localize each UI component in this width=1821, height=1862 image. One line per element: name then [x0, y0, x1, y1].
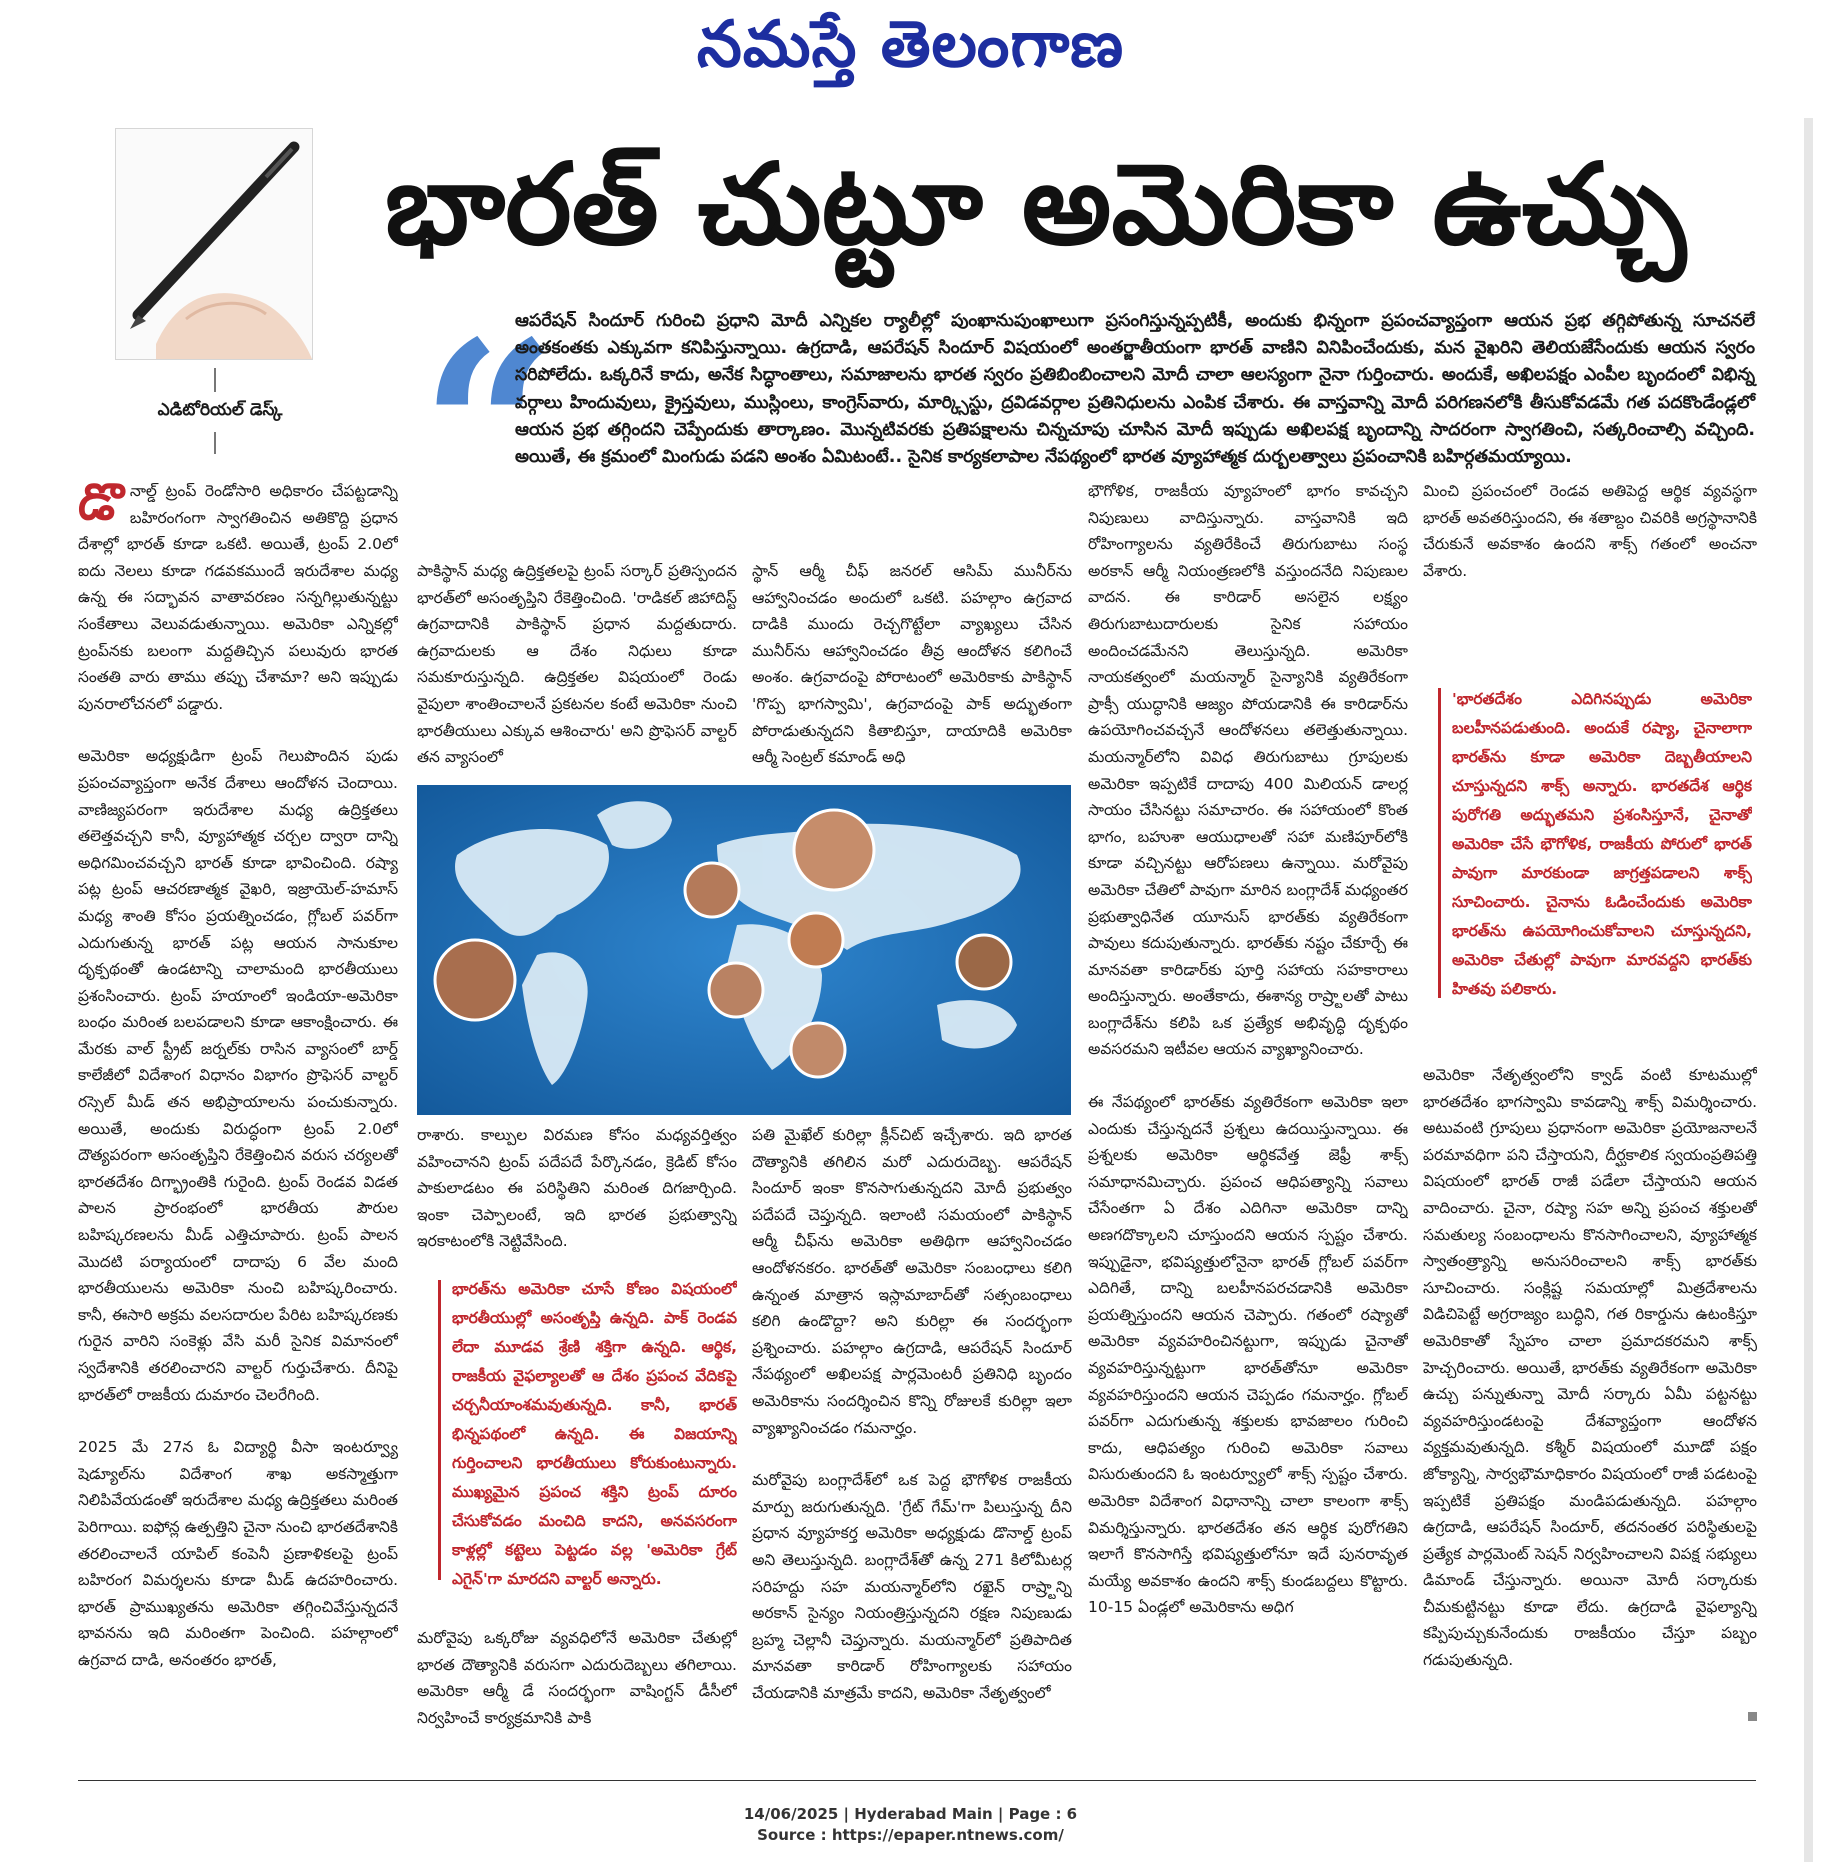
- column-4: [1088, 478, 1408, 1780]
- article-paragraph: భౌగోళిక, రాజకీయ వ్యూహంలో భాగం కావచ్చని నిపుణులు వాదిస్తున్నారు. వాస్తవానికి ఇది రోహింగ్యాలను వ్యతిరేకించే తిరుగుబాటు సంస్థ అరకాన్‌ ఆర్మీ నియంత్రణలోకి వస్తుందనేది నిపుణుల వాదన. ఈ కారిడార్‌ అసలైన లక్ష్యం తిరుగుబాటుదారులకు సైనిక సహాయం అందించడమేనని తెలుస్తున్నది. అమెరికా నాయకత్వంలో మయన్మార్‌ సైన్యానికి వ్యతిరేకంగా ప్రాక్సీ యుద్ధానికి ఆజ్యం పోయడానికి ఈ కారిడార్‌ను ఉపయోగించవచ్చనే ఆందోళనలు తలెత్తుతున్నాయి. మయన్మార్‌లోని వివిధ తిరుగుబాటు గ్రూపులకు అమెరికా ఇప్పటికే దాదాపు 400 మిలియన్‌ డాలర్ల సాయం చేసినట్టు సమాచారం. ఈ సహాయంలో కొంత భాగం, బహుశా ఆయుధాలతో సహా మణిపూర్‌లోకి కూడా వచ్చినట్టు ఆరోపణలు ఉన్నాయి. మరోవైపు అమెరికా చేతిలో పావుగా మారిన బంగ్లాదేశ్‌ మధ్యంతర ప్రభుత్వాధినేత యూనుస్‌ భారత్‌కు వ్యతిరేకంగా పావులు కదుపుతున్నారు. భారత్‌కు నష్టం చేకూర్చే ఈ మానవతా కారిడార్‌కు పూర్తి సహాయ సహకారాలు అందిస్తున్నారు. అంతేకాదు, ఈశాన్య రాష్ర్టాలతో పాటు బంగ్లాదేశ్‌ను కలిపి ఒక ప్రత్యేక అభివృద్ధి దృక్పథం అవసరమని ఇటీవల ఆయన వ్యాఖ్యానించారు.: [1088, 482, 1408, 1059]
- article-paragraph: ఈ నేపథ్యంలో భారత్‌కు వ్యతిరేకంగా అమెరికా ఇలా ఎందుకు చేస్తున్నదనే ప్రశ్నలు ఉదయిస్తున్నాయి. ఈ ప్రశ్నలకు అమెరికా ఆర్థికవేత్త జెఫ్రీ శాక్స్‌ సమాధానమిచ్చారు. ప్రపంచ ఆధిపత్యాన్ని సవాలు చేసేంతగా ఏ దేశం ఎదిగినా అమెరికా దాన్ని అణగదొక్కాలని చూస్తుందని ఆయన స్పష్టం చేశారు. ఇప్పుడైనా, భవిష్యత్తులోనైనా భారత్‌ గ్లోబల్‌ పవర్‌గా ఎదిగితే, దాన్ని బలహీనపరచడానికి అమెరికా ప్రయత్నిస్తుందని ఆయన చెప్పారు. గతంలో రష్యాతో అమెరికా వ్యవహరించినట్టుగా, ఇప్పుడు చైనాతో వ్యవహరిస్తున్నట్టుగా భారత్‌తోనూ అమెరికా వ్యవహరిస్తుందని ఆయన చెప్పడం గమనార్హం. గ్లోబల్‌ పవర్‌గా ఎదుగుతున్న శక్తులకు భావజాలం గురించి కాదు, ఆధిపత్యం గురించి అమెరికా సవాలు విసురుతుందని ఓ ఇంటర్వ్యూలో శాక్స్‌ స్పష్టం చేశారు. అమెరికా విదేశాంగ విధానాన్ని చాలా కాలంగా శాక్స్‌ విమర్శిస్తున్నారు. భారతదేశం తన ఆర్థిక పురోగతిని ఇలాగే కొనసాగిస్తే భవిష్యత్తులోనూ ఇదే పునరావృత మయ్యే అవకాశం ఉందని శాక్స్‌ కుండబద్దలు కొట్టారు. 10-15 ఏండ్లలో అమెరికాను అధిగ: [1088, 1093, 1408, 1617]
- world-map-photo: [417, 785, 1071, 1115]
- dropcap: డొ: [78, 478, 124, 531]
- headline: భారత్‌ చుట్టూ అమెరికా ఉచ్చు: [385, 139, 1687, 270]
- callout-1-bar: [438, 1280, 441, 1580]
- byline-divider-bottom: [214, 432, 216, 454]
- column-5-bottom: అమెరికా నేతృత్వంలోని క్వాడ్‌ వంటి కూటముల్లో భారతదేశం భాగస్వామి కావడాన్ని శాక్స్‌ విమర్శించారు. అటువంటి గ్రూపులు ప్రధానంగా అమెరికా ప్రయోజనాలనే పరమావధిగా పని చేస్తాయని, దీర్ఘకాలిక స్వయంప్రతిపత్తి విషయంలో భారత్‌ రాజీ పడేలా చేస్తాయని ఆయన వాదించారు. చైనా, రష్యా సహ అన్ని ప్రపంచ శక్తులతో సమతుల్య సంబంధాలను కొనసాగించాలని, వ్యూహాత్మక స్వాతంత్ర్యాన్ని అనుసరించాలని శాక్స్‌ భారత్‌కు సూచించారు. సంక్లిష్ట సమయాల్లో మిత్రదేశాలను విడిచిపెట్టే అగ్రరాజ్యం బుద్ధిని, గత రికార్డును ఉటంకిస్తూ అమెరికాతో స్నేహం చాలా ప్రమాదకరమని శాక్స్‌ హెచ్చరించారు. అయితే, భారత్‌కు వ్యతిరేకంగా అమెరికా ఉచ్చు పన్నుతున్నా మోదీ సర్కారు ఏమీ పట్టనట్టు వ్యవహరిస్తుండటంపై దేశవ్యాప్తంగా ఆందోళన వ్యక్తమవుతున్నది. కశ్మీర్‌ విషయంలో మూడో పక్షం జోక్యాన్ని, సార్వభౌమాధికారం విషయంలో రాజీ పడటంపై ఇప్పటికే ప్రతిపక్షం మండిపడుతున్నది. పహల్గాం ఉగ్రదాడి, ఆపరేషన్‌ సిందూర్‌, తదనంతర పరిస్థితులపై ప్రత్యేక పార్లమెంట్‌ సెషన్‌ నిర్వహించాలని విపక్ష సభ్యులు డిమాండ్‌ చేస్తున్నారు. అయినా మోదీ సర్కారుకు చీమకుట్టినట్టు కూడా లేదు. ఉగ్రదాడి వైఫల్యాన్ని కప్పిపుచ్చుకునేందుకు రాజకీయం చేస్తూ పబ్బం గడుపుతున్నది.: [1423, 1066, 1757, 1670]
- footer-rule: [78, 1780, 1756, 1781]
- column-5-top: మించి ప్రపంచంలో రెండవ అతిపెద్ద ఆర్థిక వ్యవస్థగా భారత్‌ అవతరిస్తుందని, ఈ శతాబ్దం చివరికి అగ్రస్థానానికి చేరుకునే అవకాశం ఉందని శాక్స్‌ గతంలో అంచనా వేశారు.: [1423, 482, 1757, 580]
- vertical-scrollbar[interactable]: [1804, 118, 1813, 1862]
- quote-mark-icon: “: [420, 289, 559, 571]
- pull-quote-2: 'భారతదేశం ఎదిగినప్పుడు అమెరికా బలహీనపడుతుంది. అందుకే రష్యా, చైనాలాగా భారత్‌ను కూడా అమెరికా దెబ్బతీయాలని చూస్తున్నదని శాక్స్‌ అన్నారు. భారతదేశ ఆర్థిక పురోగతి అద్భుతమని ప్రశంసిస్తూనే, చైనాతో అమెరికా చేసే భౌగోళిక, రాజకీయ పోరులో భారత్‌ పావుగా మారకుండా జాగ్రత్తపడాలని శాక్స్‌ సూచించారు. చైనాను ఓడించేందుకు అమెరికా భారత్‌ను ఉపయోగించుకోవాలని చూస్తున్నదని, అమెరికా చేతుల్లో పావుగా మారవద్దని భారత్‌కు హితవు పలికారు.: [1452, 690, 1752, 998]
- article-paragraph: మరోవైపు బంగ్లాదేశ్‌లో ఒక పెద్ద భౌగోళిక రాజకీయ మార్పు జరుగుతున్నది. 'గ్రేట్‌ గేమ్‌'గా పిలుస్తున్న దీని ప్రధాన వ్యూహకర్త అమెరికా అధ్యక్షుడు డొనాల్డ్‌ ట్రంప్‌ అని తెలుస్తున్నది. బంగ్లాదేశ్‌తో ఉన్న 271 కిలోమీటర్ల సరిహద్దు సహ మయన్మార్‌లోని రఖైన్‌ రాష్ర్టాన్ని అరకాన్‌ సైన్యం నియంత్రిస్తున్నదని రక్షణ నిపుణుడు బ్రహ్మ చెల్లానీ చెప్తున్నారు. మయన్మార్‌లో ప్రతిపాదిత మానవతా కారిడార్‌ రోహింగ్యాలకు సహాయం చేయడానికి మాత్రమే కాదని, అమెరికా నేతృత్వంలో: [752, 1471, 1072, 1702]
- article-paragraph: పతి మైఖేల్‌ కురిల్లా క్లీన్‌చిట్‌ ఇచ్చేశారు. ఇది భారత దౌత్యానికి తగిలిన మరో ఎదురుదెబ్బ. ఆపరేషన్‌ సిందూర్‌ ఇంకా కొనసాగుతున్నదని మోదీ ప్రభుత్వం పదేపదే చెప్తున్నది. ఇలాంటి సమయంలో పాకిస్థాన్‌ ఆర్మీ చీఫ్‌ను అమెరికా అతిథిగా ఆహ్వానించడం ఆందోళనకరం. భారత్‌తో అమెరికా సంబంధాలు కలిగి ఉన్నంత మాత్రాన ఇస్లామాబాద్‌తో సత్సంబంధాలు కలిగి ఉండొద్దా? అని కురిల్లా ఈ సందర్భంగా ప్రశ్నించారు. పహల్గాం ఉగ్రదాడి, ఆపరేషన్‌ సిందూర్‌ నేపథ్యంలో అఖిలపక్ష పార్లమెంటరీ ప్రతినిధి బృందం అమెరికాను సందర్శించిన కొన్ని రోజులకే కురిల్లా ఇలా వ్యాఖ్యానించడం గమనార్హం.: [752, 1126, 1072, 1437]
- pull-quote-1: భారత్‌ను అమెరికా చూసే కోణం విషయంలో భారతీయుల్లో అసంతృప్తి ఉన్నది. పాక్‌ రెండవ లేదా మూడవ శ్రేణి శక్తిగా ఉన్నది. ఆర్థిక, రాజకీయ వైఫల్యాలతో ఆ దేశం ప్రపంచ వేదికపై చర్చనీయాంశమవుతున్నది. కానీ, భారత్‌ భిన్నపథంలో ఉన్నది. ఈ విజయాన్ని గుర్తించాలని భారతీయులు కోరుకుంటున్నారు. ముఖ్యమైన ప్రపంచ శక్తిని ట్రంప్‌ దూరం చేసుకోవడం మంచిది కాదని, అనవసరంగా కాళ్లల్లో కట్టెలు పెట్టడం వల్ల 'అమెరికా గ్రేట్‌ ఎగైన్‌'గా మారదని వాల్టర్‌ అన్నారు.: [452, 1280, 737, 1588]
- paragraph-text: నాల్డ్‌ ట్రంప్‌ రెండోసారి అధికారం చేపట్టడాన్ని బహిరంగంగా స్వాగతించిన అతికొద్ది ప్రధాన దేశాల్లో భారత్‌ కూడా ఒకటి. అయితే, ట్రంప్‌ 2.0లో ఐదు నెలలు కూడా గడవకముందే ఇరుదేశాల మధ్య ఉన్న ఈ సద్భావన వాతావరణం సన్నగిల్లుతున్నట్టు సంకేతాలు వెలువడుతున్నాయి. అమెరికా ఎన్నికల్లో ట్రంప్‌నకు బలంగా మద్దతిచ్చిన పలువురు భారత సంతతి వారు తాము తప్పు చేశామా? అని ఇప్పుడు పునరాలోచనలో పడ్డారు.: [78, 482, 398, 713]
- byline-divider-top: [214, 368, 216, 392]
- column-2-bottom: మరోవైపు ఒక్కరోజు వ్యవధిలోనే అమెరికా చేతుల్లో భారత దౌత్యానికి వరుసగా ఎదురుదెబ్బలు తగిలాయి. అమెరికా ఆర్మీ డే సందర్భంగా వాషింగ్టన్‌ డీసీలో నిర్వహించే కార్యక్రమానికి పాకి: [417, 1629, 737, 1727]
- byline: ఎడిటోరియల్‌ డెస్క్‌: [157, 400, 283, 420]
- column-2-middle: రాశారు. కాల్పుల విరమణ కోసం మధ్యవర్తిత్వం వహించానని ట్రంప్‌ పదేపదే పేర్కొనడం, క్రెడిట్‌ కోసం పాకులాడటం ఈ పరిస్థితిని మరింత దిగజార్చింది. ఇంకా చెప్పాలంటే, ఇది భారత ప్రభుత్వాన్ని ఇరకాటంలోకి నెట్టివేసింది.: [417, 1126, 737, 1251]
- column-1: [78, 478, 398, 1780]
- footer-edition-info: 14/06/2025 | Hyderabad Main | Page : 6: [743, 1805, 1078, 1823]
- article-paragraph: [78, 478, 398, 717]
- article-paragraph: 2025 మే 27న ఓ విద్యార్థి వీసా ఇంటర్వ్యూ షెడ్యూల్‌ను విదేశాంగ శాఖ అకస్మాత్తుగా నిలిపివేయడంతో ఇరుదేశాల మధ్య ఉద్రిక్తతలు మరింత పెరిగాయి. ఐఫోన్ల ఉత్పత్తిని చైనా నుంచి భారతదేశానికి తరలించాలనే యాపిల్‌ కంపెనీ ప్రణాళికలపై ట్రంప్‌ బహిరంగ విమర్శలను కూడా మీడ్‌ ఉదహరించారు. భారత్‌ ప్రాముఖ్యతను అమెరికా తగ్గించివేస్తున్నదనే భావనను ఇది మరింతగా పెంచింది. పహల్గాంలో ఉగ్రవాద దాడి, అనంతరం భారత్‌,: [78, 1438, 398, 1669]
- column-2-top: పాకిస్థాన్‌ మధ్య ఉద్రిక్తతలపై ట్రంప్‌ సర్కార్‌ ప్రతిస్పందన భారత్‌లో అసంతృప్తిని రేకెత్తించింది. 'రాడికల్‌ జిహాదిస్ట్‌ ఉగ్రవాదానికి పాకిస్థాన్‌ ప్రధాన మద్దతుదారు. ఉగ్రవాదులకు ఆ దేశం నిధులు కూడా సమకూరుస్తున్నది. ఉద్రిక్తతల విషయంలో రెండు వైపులా శాంతించాలనే ప్రకటనల కంటే అమెరికా నుంచి భారతీయులు ఎక్కువ ఆశించారు' అని ప్రొఫెసర్‌ వాల్టర్‌ తన వ్యాసంలో: [417, 562, 737, 767]
- pen-illustration: [115, 128, 313, 360]
- masthead: నమస్తే తెలంగాణ: [696, 8, 1125, 82]
- callout-2-bar: [1438, 688, 1441, 998]
- column-3-bottom: [752, 1122, 1072, 1780]
- article-end-marker: [1748, 1712, 1757, 1721]
- pen-in-hand-icon: [116, 129, 312, 359]
- footer-source-link[interactable]: Source : https://epaper.ntnews.com/: [757, 1826, 1064, 1844]
- column-3-top: స్థాన్‌ ఆర్మీ చీఫ్‌ జనరల్‌ ఆసిమ్‌ మునీర్‌ను ఆహ్వానించడం అందులో ఒకటి. పహల్గాం ఉగ్రవాద దాడికి ముందు రెచ్చగొట్టేలా వ్యాఖ్యలు చేసిన మునీర్‌ను ఆహ్వానించడం తీవ్ర ఆందోళన కలిగించే అంశం. ఉగ్రవాదంపై పోరాటంలో అమెరికాకు పాకిస్థాన్‌ 'గొప్ప భాగస్వామి', ఉగ్రవాదంపై పాక్‌ అద్భుతంగా పోరాడుతున్నదని కితాబిస్తూ, దాయాదికి అమెరికా ఆర్మీ సెంట్రల్‌ కమాండ్‌ అధి: [752, 562, 1072, 767]
- intro-paragraph: ఆపరేషన్‌ సిందూర్‌ గురించి ప్రధాని మోదీ ఎన్నికల ర్యాలీల్లో పుంఖానుపుంఖాలుగా ప్రసంగిస్తున్నప్పటికీ, అందుకు భిన్నంగా ప్రపంచవ్యాప్తంగా ఆయన ప్రభ తగ్గిపోతున్న సూచనలే అంతకంతకు ఎక్కువగా కనిపిస్తున్నాయి. ఉగ్రదాడి, ఆపరేషన్‌ సిందూర్‌ విషయంలో అంతర్జాతీయంగా భారత్‌ వాణిని వినిపించేందుకు, మన వైఖరిని తెలియజేసేందుకు ఆయన స్వరం సరిపోలేదు. ఒక్కరినే కాదు, అనేక సిద్ధాంతాలు, సమాజాలను భారత స్వరం ప్రతిబింబించాలని మోదీ చాలా ఆలస్యంగా నైనా గుర్తించారు. అందుకే, అఖిలపక్షం ఎంపీల బృందంలో విభిన్న వర్గాలు హిందువులు, క్రైస్తవులు, ముస్లింలు, కాంగ్రెస్‌వారు, మార్క్సిస్టు, ద్రవిడవర్గాల ప్రతినిధులను ఎంపిక చేశారు. ఈ వాస్తవాన్ని మోదీ పరిగణనలోకి తీసుకోవడమే గత పదకొండేండ్లలో ఆయన ప్రభ తగ్గిందని చెప్పేందుకు తార్కాణం. మొన్నటివరకు ప్రతిపక్షాలను చిన్నచూపు చూసిన మోదీ ఇప్పుడు అఖిలపక్ష బృందాన్ని సాదరంగా స్వాగతించి, సత్కరించాల్సి వచ్చింది. అయితే, ఈ క్రమంలో మింగుడు పడని అంశం ఏమిటంటే.. సైనిక కార్యకలాపాల నేపథ్యంలో భారత వ్యూహాత్మక దుర్బలత్వాలు ప్రపంచానికి బహిర్గతమయ్యాయి.: [515, 311, 1755, 468]
- article-paragraph: అమెరికా అధ్యక్షుడిగా ట్రంప్‌ గెలుపొందిన పుడు ప్రపంచవ్యాప్తంగా అనేక దేశాలు ఆందోళన చెందాయి. వాణిజ్యపరంగా ఇరుదేశాల మధ్య ఉద్రిక్తతలు తలెత్తవచ్చని కానీ, వ్యూహాత్మక చర్చల ద్వారా దాన్ని అధిగమించవచ్చని భారత్‌ కూడా భావించింది. రష్యా పట్ల ట్రంప్‌ ఆచరణాత్మక వైఖరి, ఇజ్రాయెల్‌-హమాస్‌ మధ్య శాంతి కోసం ప్రయత్నించడం, గ్లోబల్‌ పవర్‌గా ఎదుగుతున్న భారత్‌ పట్ల ఆయన సానుకూల దృక్పథంతో ఉండటాన్ని చాలామంది భారతీయులు ప్రశంసించారు. ట్రంప్‌ హయాంలో ఇండియా-అమెరికా బంధం మరింత బలపడాలని కూడా ఆకాంక్షించారు. ఈ మేరకు వాల్‌ స్ట్రీట్‌ జర్నల్‌కు రాసిన వ్యాసంలో బార్డ్‌ కాలేజీలో విదేశాంగ విధానం విభాగం ప్రొఫెసర్‌ వాల్టర్‌ రస్సెల్‌ మీడ్‌ తన అభిప్రాయాలను పంచుకున్నారు. అయితే, అందుకు విరుద్ధంగా ట్రంప్‌ 2.0లో దౌత్యపరంగా అసంతృప్తిని రేకెత్తించిన వరుస చర్యలతో భారతదేశం దిగ్భ్రాంతికి గురైంది. ట్రంప్‌ రెండవ విడత పాలన ప్రారంభంలో భారతీయ పౌరుల బహిష్కరణలను మీడ్‌ ఎత్తిచూపారు. ట్రంప్‌ పాలన మొదటి పర్యాయంలో దాదాపు 6 వేల మంది భారతీయులను అమెరికా నుంచి బహిష్కరించారు. కానీ, ఈసారి అక్రమ వలసదారుల పేరిట బహిష్కరణకు గురైన వారిని సంకెళ్లు వేసి మరీ సైనిక విమానంలో స్వదేశానికి తరలించారని వాల్టర్‌ గుర్తుచేశారు. దీనిపై భారత్‌లో రాజకీయ దుమారం చెలరేగింది.: [78, 747, 398, 1404]
